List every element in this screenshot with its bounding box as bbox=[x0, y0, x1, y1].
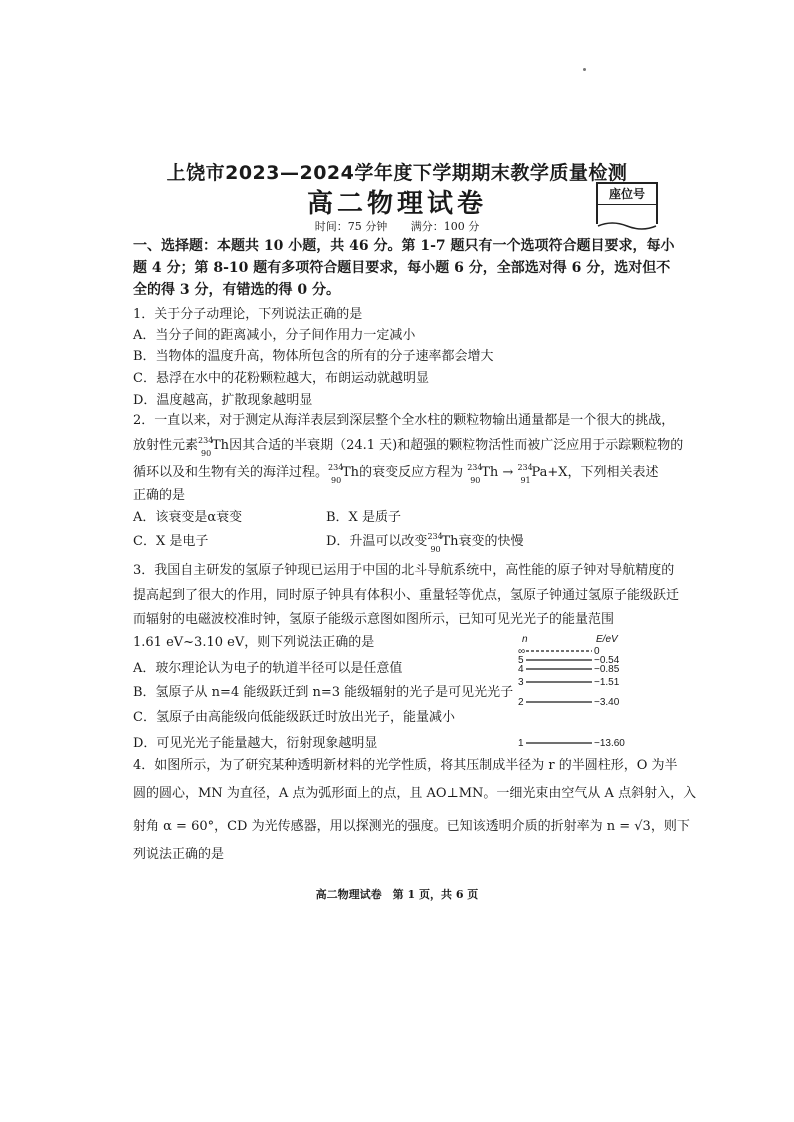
q4-stem-line-2: 圆的圆心，MN 为直径，A 点为弧形面上的点，且 AO⊥MN。一细光束由空气从 A 点斜射入，入 bbox=[133, 786, 697, 801]
energy-level-value-1: −0.54 bbox=[594, 655, 620, 666]
diagram-n-label: n bbox=[522, 634, 528, 645]
energy-level-n-0: ∞ bbox=[518, 646, 526, 657]
decay-arrow: → bbox=[502, 465, 514, 480]
energy-level-n-3: 3 bbox=[518, 677, 524, 688]
q1-option-d: D．温度越高，扩散现象越明显 bbox=[133, 393, 313, 408]
thorium-nuclide: 234 90 Th bbox=[198, 436, 230, 458]
energy-levels bbox=[518, 646, 625, 749]
decay-product-x: +X bbox=[547, 465, 568, 480]
q3-stem-line-4: 1.61 eV~3.10 eV，则下列说法正确的是 bbox=[133, 635, 375, 650]
decay-equation-protactinium: 234 91 Pa bbox=[517, 463, 548, 485]
scan-dot bbox=[583, 68, 586, 71]
q3-option-b: B．氢原子从 n=4 能级跃迁到 n=3 能级辐射的光子是可见光光子 bbox=[133, 685, 514, 700]
q2-text: 循环以及和生物有关的海洋过程。 bbox=[133, 465, 329, 480]
q1-stem: 1．关于分子动理论，下列说法正确的是 bbox=[133, 307, 363, 322]
q2-stem-line-1: 2．一直以来，对于测定从海洋表层到深层整个全水柱的颗粒物输出通量都是一个很大的挑战， bbox=[133, 413, 675, 428]
q3-stem-line-3: 而辐射的电磁波校准时钟，氢原子能级示意图如图所示，已知可见光光子的能量范围 bbox=[133, 612, 615, 627]
q2-option-d bbox=[326, 532, 524, 554]
q3-option-a: A．玻尔理论认为电子的轨道半径可以是任意值 bbox=[133, 661, 403, 676]
page-footer: 高二物理试卷 第 1 页，共 6 页 bbox=[315, 888, 479, 901]
q2-option-b: B．X 是质子 bbox=[326, 510, 401, 525]
thorium-nuclide: 234 90 Th bbox=[328, 463, 360, 485]
q2-text: D．升温可以改变 bbox=[326, 534, 428, 549]
q3-option-d: D．可见光光子能量越大，衍射现象越明显 bbox=[133, 736, 378, 751]
energy-level-value-2: −0.85 bbox=[594, 664, 620, 675]
seat-number-label: 座位号 bbox=[598, 184, 656, 205]
q4-stem-line-1: 4．如图所示，为了研究某种透明新材料的光学性质，将其压制成半径为 r 的半圆柱形，O 为半 bbox=[133, 758, 678, 773]
q2-option-a: A．该衰变是α衰变 bbox=[133, 510, 243, 525]
section-instructions-line-3: 全的得 3 分，有错选的得 0 分。 bbox=[133, 282, 340, 298]
q3-stem-line-1: 3．我国自主研发的氢原子钟现已运用于中国的北斗导航系统中，高性能的原子钟对导航精度的 bbox=[133, 563, 675, 578]
energy-level-value-4: −3.40 bbox=[594, 697, 620, 708]
q2-text: 的衰变反应方程为 bbox=[359, 465, 464, 480]
q4-stem-line-3: 射角 α = 60°，CD 为光传感器，用以探测光的强度。已知该透明介质的折射率为 n = √3，则下 bbox=[133, 819, 690, 834]
decay-equation-thorium: 234 90 Th bbox=[467, 463, 499, 485]
exam-score: 满分：100 分 bbox=[410, 220, 480, 233]
q3-stem-line-2: 提高起到了很大的作用，同时原子钟具有体积小、重量轻等优点，氢原子钟通过氢原子能级跃迁 bbox=[133, 588, 680, 603]
q2-text: ，下列相关表述 bbox=[567, 465, 659, 480]
q3-option-c: C．氢原子由高能级向低能级跃迁时放出光子，能量减小 bbox=[133, 710, 455, 725]
q2-stem-line-3 bbox=[133, 463, 659, 485]
q2-text: 因其合适的半衰期（24.1 天)和超强的颗粒物活性而被广泛应用于示踪颗粒物的 bbox=[229, 438, 684, 453]
energy-level-n-2: 4 bbox=[518, 664, 524, 675]
energy-level-n-1: 5 bbox=[518, 655, 524, 666]
diagram-energy-label: E/eV bbox=[596, 634, 618, 645]
energy-level-value-3: −1.51 bbox=[594, 677, 620, 688]
exam-info bbox=[0, 218, 794, 234]
hydrogen-energy-level-diagram bbox=[508, 632, 658, 752]
q2-stem-line-4: 正确的是 bbox=[133, 488, 186, 503]
q2-text: 衰变的快慢 bbox=[458, 534, 524, 549]
energy-level-n-4: 2 bbox=[518, 697, 524, 708]
q2-stem-line-2 bbox=[133, 436, 684, 458]
q2-option-c: C．X 是电子 bbox=[133, 534, 209, 549]
energy-level-value-0: 0 bbox=[594, 646, 600, 657]
q4-stem-line-4: 列说法正确的是 bbox=[133, 847, 225, 862]
section-instructions-line-2: 题 4 分；第 8-10 题有多项符合题目要求，每小题 6 分，全部选对得 6 分，选对但不 bbox=[133, 260, 671, 276]
energy-level-value-5: −13.60 bbox=[594, 738, 625, 749]
q1-option-b: B．当物体的温度升高，物体所包含的所有的分子速率都会增大 bbox=[133, 349, 494, 364]
thorium-nuclide: 234 90 Th bbox=[427, 532, 459, 554]
exam-header-title: 上饶市2023—2024学年度下学期期末教学质量检测 bbox=[166, 162, 628, 184]
q1-option-c: C．悬浮在水中的花粉颗粒越大，布朗运动就越明显 bbox=[133, 371, 429, 386]
energy-level-n-5: 1 bbox=[518, 738, 524, 749]
exam-time: 时间：75 分钟 bbox=[314, 220, 388, 233]
section-instructions-line-1: 一、选择题：本题共 10 小题，共 46 分。第 1-7 题只有一个选项符合题目要求，每小 bbox=[133, 238, 675, 254]
q1-option-a: A．当分子间的距离减小，分子间作用力一定减小 bbox=[133, 328, 416, 343]
q2-text: 放射性元素 bbox=[133, 438, 199, 453]
exam-subject-title: 高二物理试卷 bbox=[306, 189, 487, 219]
